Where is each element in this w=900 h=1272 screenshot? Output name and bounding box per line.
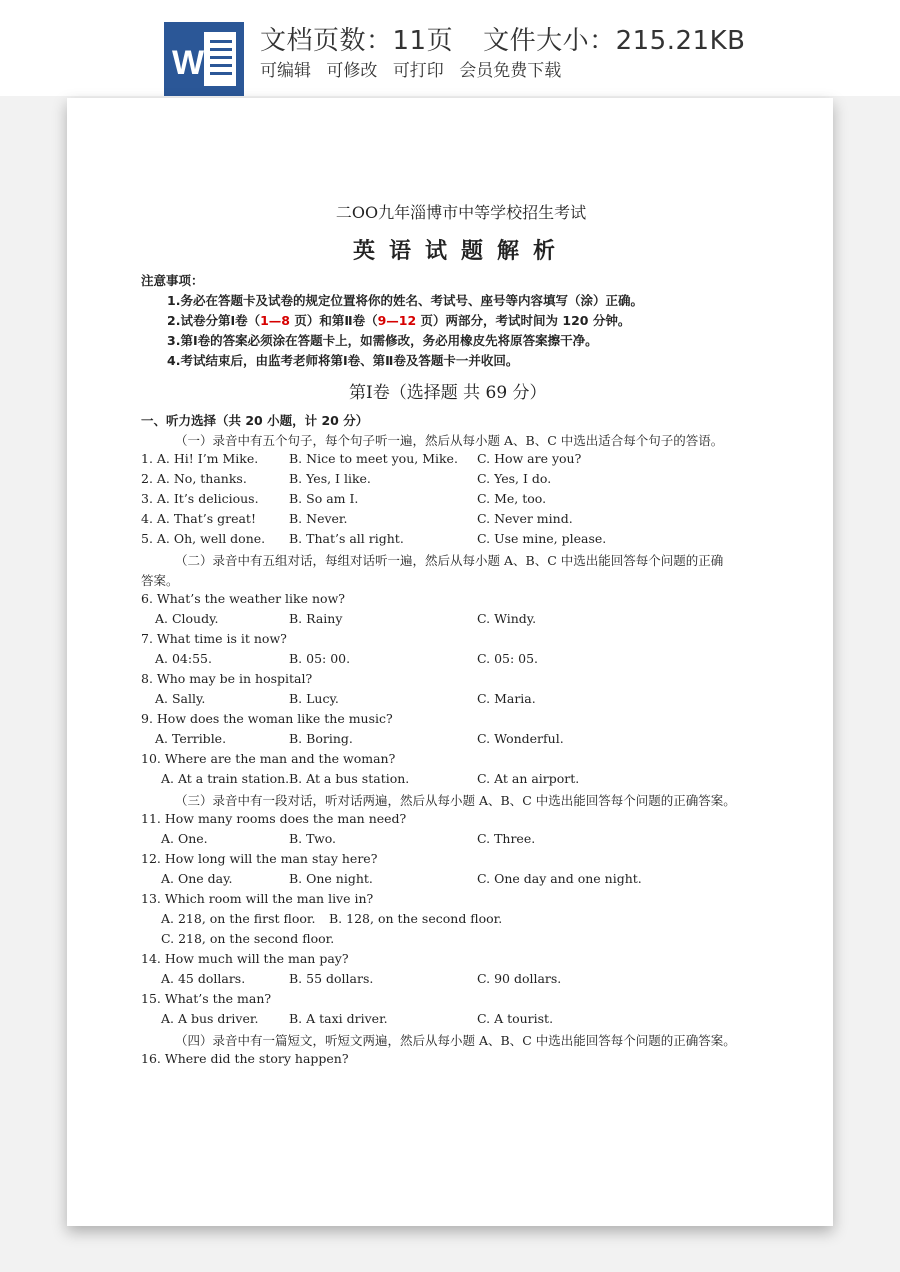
option: A. One day. [161,871,233,886]
option: C. A tourist. [477,1011,554,1026]
option: C. 90 dollars. [477,971,562,986]
option: C. At an airport. [477,771,580,786]
note-2-pages-2: 9—12 [377,313,417,328]
exam-subtitle: 英语试题解析 [352,238,569,264]
option: C. Never mind. [477,511,573,526]
page-count: 文档页数：11页 [260,26,454,56]
option: A. Sally. [155,691,206,706]
part-instruction-4: （四）录音中有一篇短文，听短文两遍，然后从每小题 A、B、C 中选出能回答每个问题的正确答案。 [175,1033,736,1048]
option: A. A bus driver. [161,1011,259,1026]
option: B. Yes, I like. [289,471,371,486]
note-2-part: 2.试卷分第Ⅰ卷（ [167,313,261,328]
question-stem: 14. How much will the man pay? [141,951,349,966]
option: B. 05: 00. [289,651,351,666]
file-size: 文件大小：215.21KB [483,26,746,56]
notes-heading: 注意事项： [141,273,204,288]
option: C. Use mine, please. [477,531,607,546]
option: C. 05: 05. [477,651,539,666]
question-stem: 15. What’s the man? [141,991,272,1006]
option: B. Two. [289,831,337,846]
document-page [67,98,833,1226]
option: B. So am I. [289,491,359,506]
note-2-part: 页）两部分，考试时间为 120 分钟。 [416,313,631,328]
word-document-icon [164,22,244,96]
exam-title: 二OO九年淄博市中等学校招生考试 [335,203,587,222]
question-stem: 6. What’s the weather like now? [141,591,345,606]
option: B. Never. [289,511,348,526]
question-stem: 11. How many rooms does the man need? [141,811,407,826]
option: B. A taxi driver. [289,1011,388,1026]
option: 2. A. No, thanks. [141,471,247,486]
option: 1. A. Hi! I’m Mike. [141,451,259,466]
option: 4. A. That’s great! [141,511,256,526]
option: B. Boring. [289,731,353,746]
option: 5. A. Oh, well done. [141,531,266,546]
option: B. Nice to meet you, Mike. [289,451,458,466]
question-stem: 16. Where did the story happen? [141,1051,349,1066]
note-2-part: 页）和第Ⅱ卷（ [290,313,378,328]
download-banner [0,0,900,96]
note-4: 4.考试结束后，由监考老师将第Ⅰ卷、第Ⅱ卷及答题卡一并收回。 [167,353,519,368]
volume-heading: 第Ⅰ卷（选择题 共 69 分） [349,383,547,403]
part-instruction-2-cont: 答案。 [141,573,179,588]
question-stem: 13. Which room will the man live in? [141,891,374,906]
option: C. Wonderful. [477,731,564,746]
option: A. 45 dollars. [161,971,246,986]
feature-list [260,56,571,81]
option: C. One day and one night. [477,871,642,886]
part-instruction-2: （二）录音中有五组对话，每组对话听一遍，然后从每小题 A、B、C 中选出能回答每个问题的正确 [175,553,724,568]
feature-editable: 可编辑 [260,61,311,81]
option: B. Rainy [289,611,343,626]
feature-printable: 可打印 [392,61,444,81]
question-stem: 12. How long will the man stay here? [141,851,378,866]
option: C. Me, too. [477,491,547,506]
option: B. One night. [289,871,373,886]
option: B. That’s all right. [289,531,404,546]
note-2-pages-1: 1—8 [260,313,291,328]
question-stem: 10. Where are the man and the woman? [141,751,396,766]
question-stem: 8. Who may be in hospital? [141,671,313,686]
document-meta-title [260,20,745,57]
svg-text:W: W [172,44,205,82]
note-2 [167,311,630,329]
option: C. Windy. [477,611,537,626]
option: A. One. [161,831,208,846]
note-3: 3.第Ⅰ卷的答案必须涂在答题卡上，如需修改，务必用橡皮先将原答案擦干净。 [167,333,598,348]
section-heading: 一、听力选择（共 20 小题，计 20 分） [141,413,369,428]
option: A. Terrible. [155,731,227,746]
option: C. How are you? [477,451,582,466]
option: C. Three. [477,831,536,846]
option: A. 218, on the first floor. [161,911,316,926]
option: B. Lucy. [289,691,339,706]
feature-modifiable: 可修改 [326,61,378,81]
note-1: 1.务必在答题卡及试卷的规定位置将你的姓名、考试号、座号等内容填写（涂）正确。 [167,293,643,308]
feature-member-download[interactable]: 会员免费下载 [459,61,562,81]
option: B. 128, on the second floor. [329,911,503,926]
option: B. At a bus station. [289,771,410,786]
part-instruction-1: （一）录音中有五个句子，每个句子听一遍，然后从每小题 A、B、C 中选出适合每个句子的答语。 [175,433,724,448]
question-stem: 9. How does the woman like the music? [141,711,393,726]
option: C. Maria. [477,691,536,706]
question-stem: 7. What time is it now? [141,631,287,646]
option: C. Yes, I do. [477,471,552,486]
option: A. 04:55. [155,651,212,666]
option: 3. A. It’s delicious. [141,491,259,506]
option: A. Cloudy. [155,611,219,626]
option: A. At a train station. [161,771,290,786]
option: B. 55 dollars. [289,971,374,986]
part-instruction-3: （三）录音中有一段对话，听对话两遍，然后从每小题 A、B、C 中选出能回答每个问题的正确答案。 [175,793,736,808]
option: C. 218, on the second floor. [161,931,335,946]
